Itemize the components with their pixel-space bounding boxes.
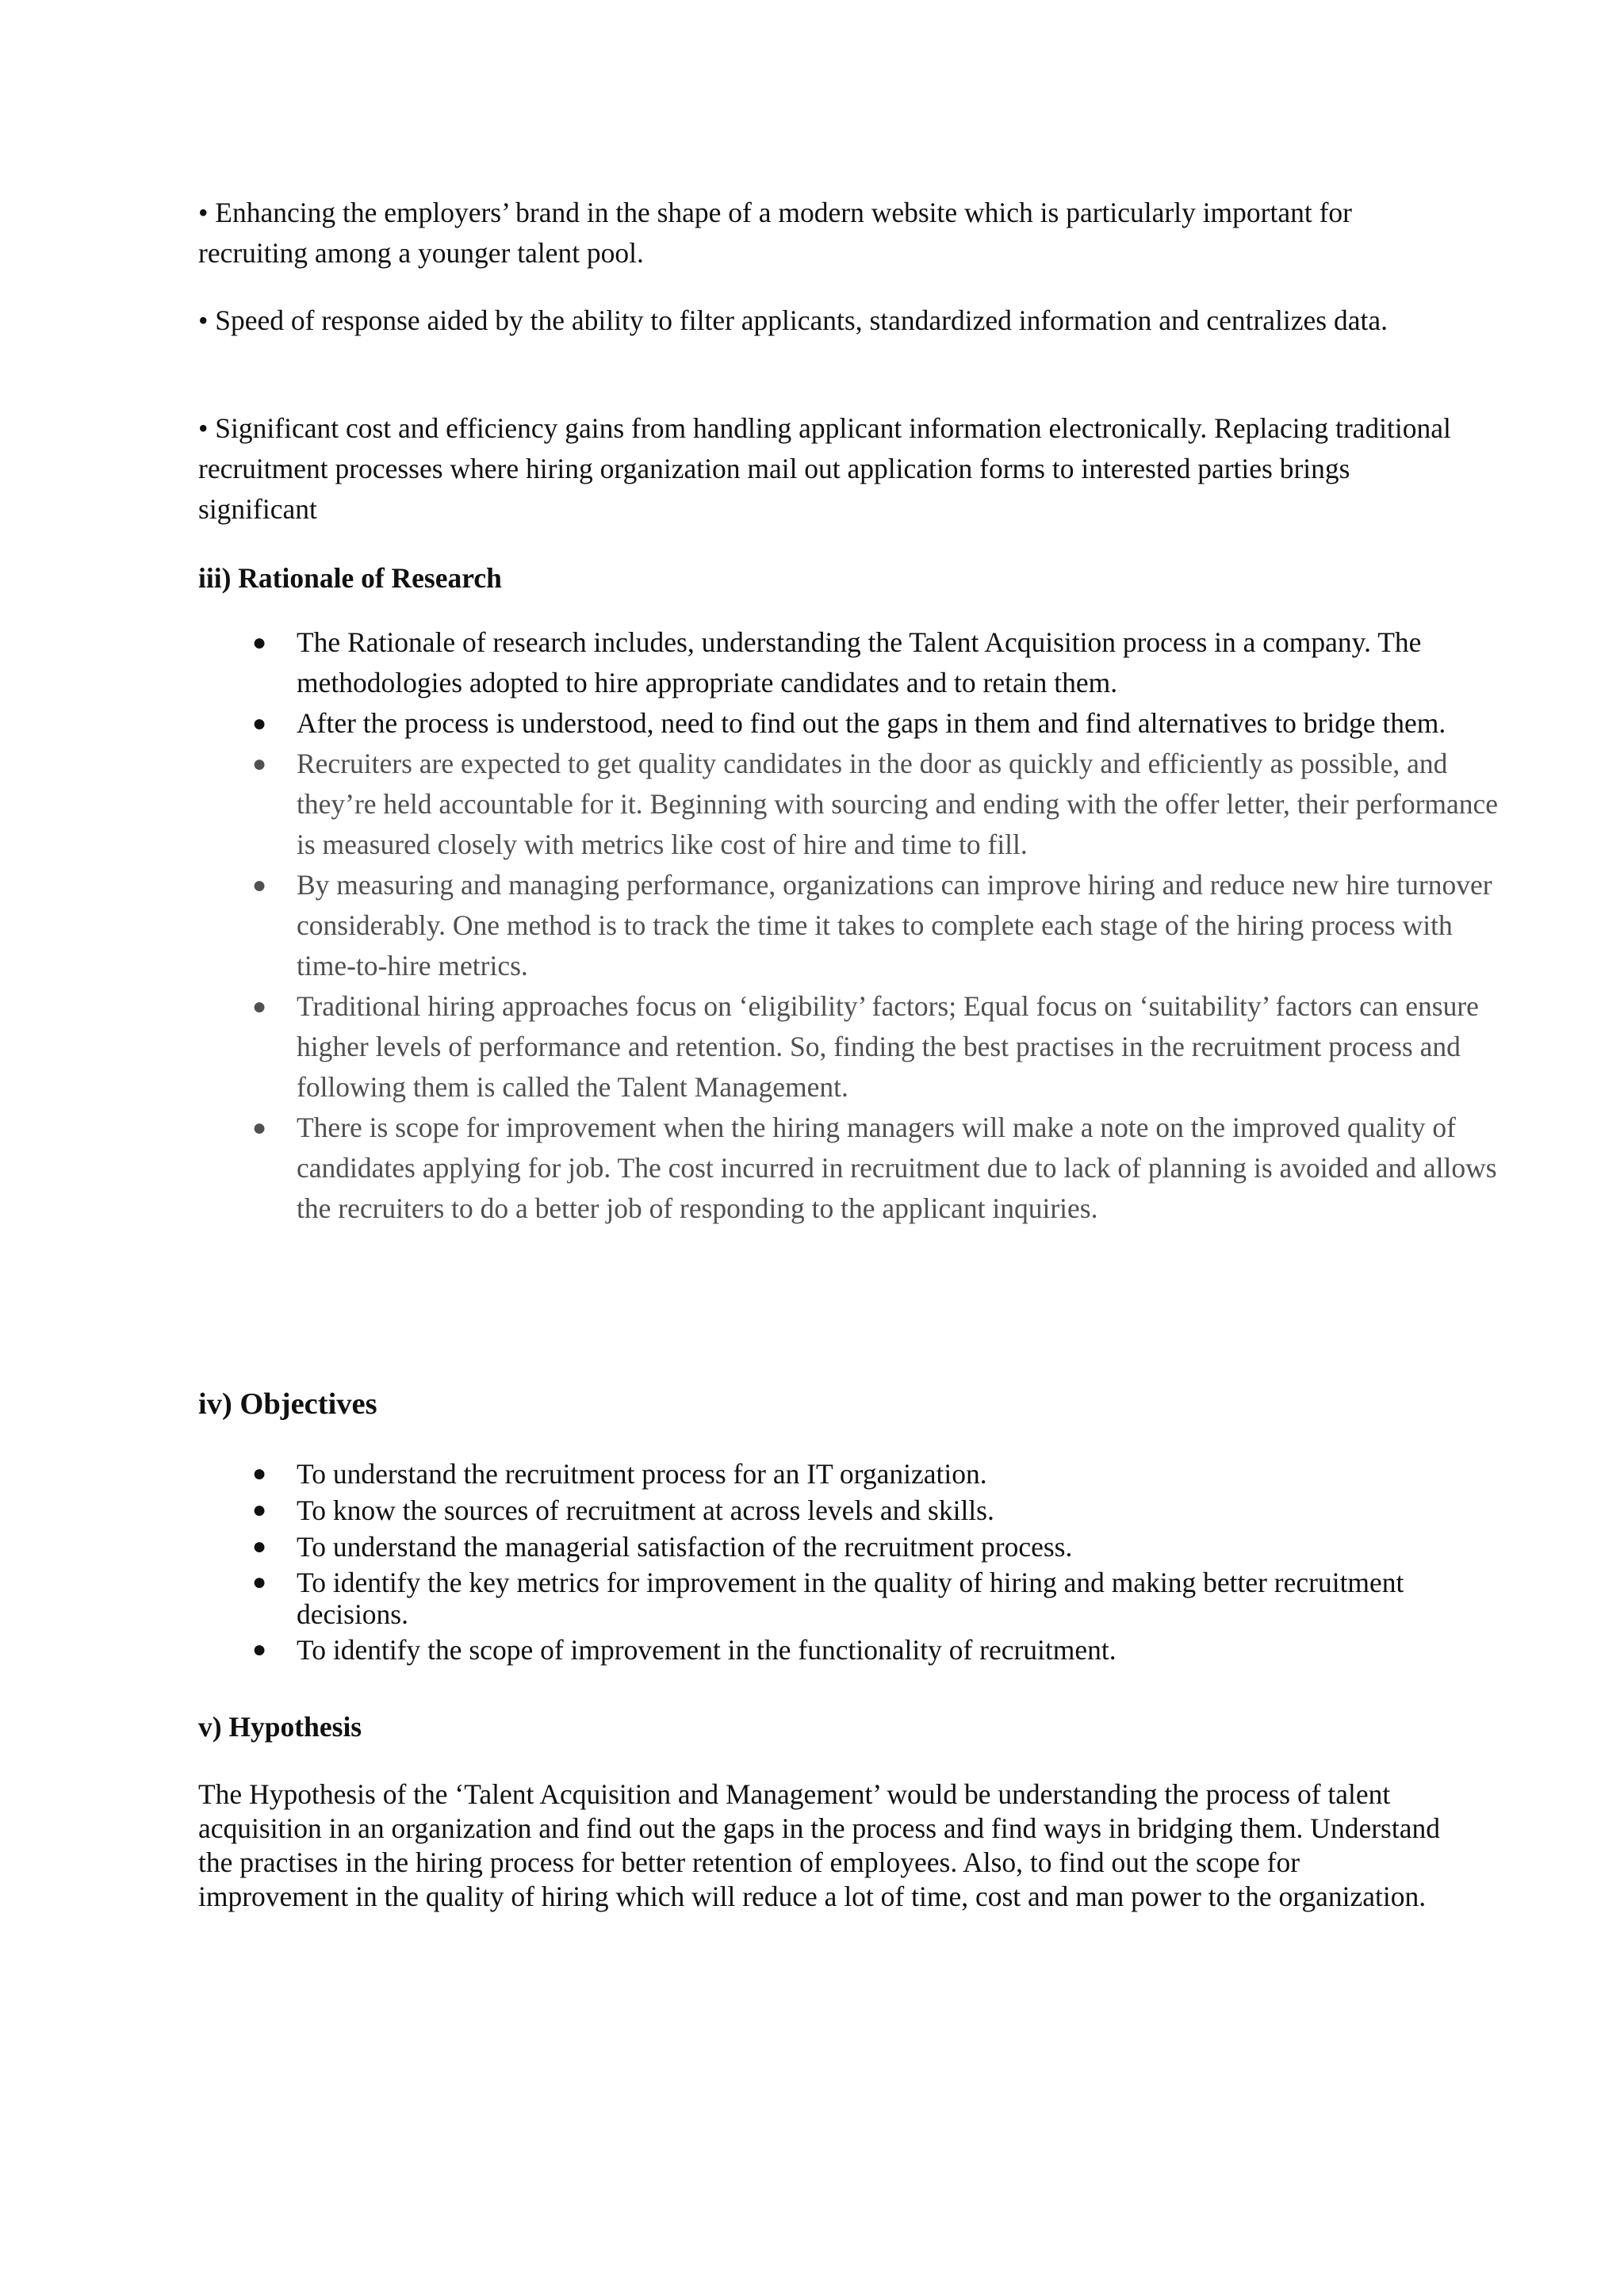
objectives-list <box>0 1457 1624 1670</box>
list-item <box>0 986 1624 1108</box>
list-item <box>0 1108 1624 1229</box>
list-item-text: Recruiters are expected to get quality candidates in the door as quickly and efficiently as possible, and they’re held accountable for it. Beginning with sourcing and ending with the offer letter, their performance is measured closely with metrics like cost of hire and time to fill. <box>297 748 1499 860</box>
list-item-text: By measuring and managing performance, organizations can improve hiring and reduce new hire turnover considerably. One method is to track the time it takes to complete each stage of the hiring process with time-to-hire metrics. <box>297 869 1492 982</box>
list-item <box>0 1567 1624 1630</box>
bullet-icon: ● <box>252 1636 267 1663</box>
list-item <box>0 865 1624 986</box>
list-item-text: Traditional hiring approaches focus on ‘eligibility’ factors; Equal focus on ‘suitability’ factors can ensure higher levels of performance and retention. So, finding the best practises in the recruitment process and following them is called the Talent Management. <box>297 990 1479 1103</box>
list-item <box>0 1494 1624 1527</box>
list-item-text: After the process is understood, need to find out the gaps in them and find alternatives to bridge them. <box>297 707 1446 739</box>
list-item <box>0 703 1624 744</box>
intro-bullet-employer-brand: • Enhancing the employers’ brand in the shape of a modern website which is particularly important for recruiting among a younger talent pool. <box>198 197 1352 269</box>
hypothesis-paragraph: The Hypothesis of the ‘Talent Acquisition and Management’ would be understanding the process of talent acquisition in an organization and find out the gaps in the process and find ways in bridging them. Understand the practises in the hiring process for better retention of employees. Also, to find out the scope for improvement in the quality of hiring which will reduce a lot of time, cost and man power to the organization. <box>198 1778 1440 1912</box>
list-item-text: There is scope for improvement when the hiring managers will make a note on the improved quality of candidates applying for job. The cost incurred in recruitment due to lack of planning is avoided and allows the recruiters to do a better job of responding to the applicant inquiries. <box>297 1112 1497 1224</box>
list-item-text: To understand the recruitment process for an IT organization. <box>297 1458 987 1490</box>
list-item-text: To identify the key metrics for improvement in the quality of hiring and making better recruitment decisions. <box>297 1567 1404 1630</box>
list-item <box>0 1530 1624 1563</box>
rationale-heading: iii) Rationale of Research <box>198 562 502 594</box>
bullet-icon: ● <box>252 710 267 737</box>
objectives-heading: iv) Objectives <box>198 1387 377 1421</box>
list-item-text: To understand the managerial satisfaction of the recruitment process. <box>297 1531 1073 1563</box>
intro-bullet-cost-efficiency: • Significant cost and efficiency gains from handling applicant information electronically. Replacing traditional recruitment processes where hiring organization mail out application forms to interested parties brings significant <box>198 412 1451 525</box>
bullet-icon: ● <box>252 1497 267 1523</box>
intro-bullet-speed-of-response: • Speed of response aided by the ability to filter applicants, standardized information and centralizes data. <box>198 304 1388 336</box>
bullet-icon: ● <box>252 993 267 1020</box>
bullet-icon: ● <box>252 629 267 656</box>
rationale-list <box>0 622 1624 1229</box>
bullet-icon: ● <box>252 751 267 777</box>
list-item-text: To know the sources of recruitment at across levels and skills. <box>297 1494 994 1526</box>
bullet-icon: ● <box>252 1533 267 1559</box>
bullet-icon: ● <box>252 1460 267 1487</box>
list-item <box>0 622 1624 703</box>
list-item <box>0 1633 1624 1667</box>
bullet-icon: ● <box>252 1569 267 1595</box>
list-item-text: To identify the scope of improvement in the functionality of recruitment. <box>297 1634 1116 1666</box>
bullet-icon: ● <box>252 1115 267 1141</box>
list-item <box>0 1457 1624 1490</box>
list-item <box>0 744 1624 865</box>
list-item-text: The Rationale of research includes, understanding the Talent Acquisition process in a company. The methodologies adopted to hire appropriate candidates and to retain them. <box>297 626 1422 698</box>
bullet-icon: ● <box>252 872 267 898</box>
hypothesis-heading: v) Hypothesis <box>198 1711 362 1743</box>
